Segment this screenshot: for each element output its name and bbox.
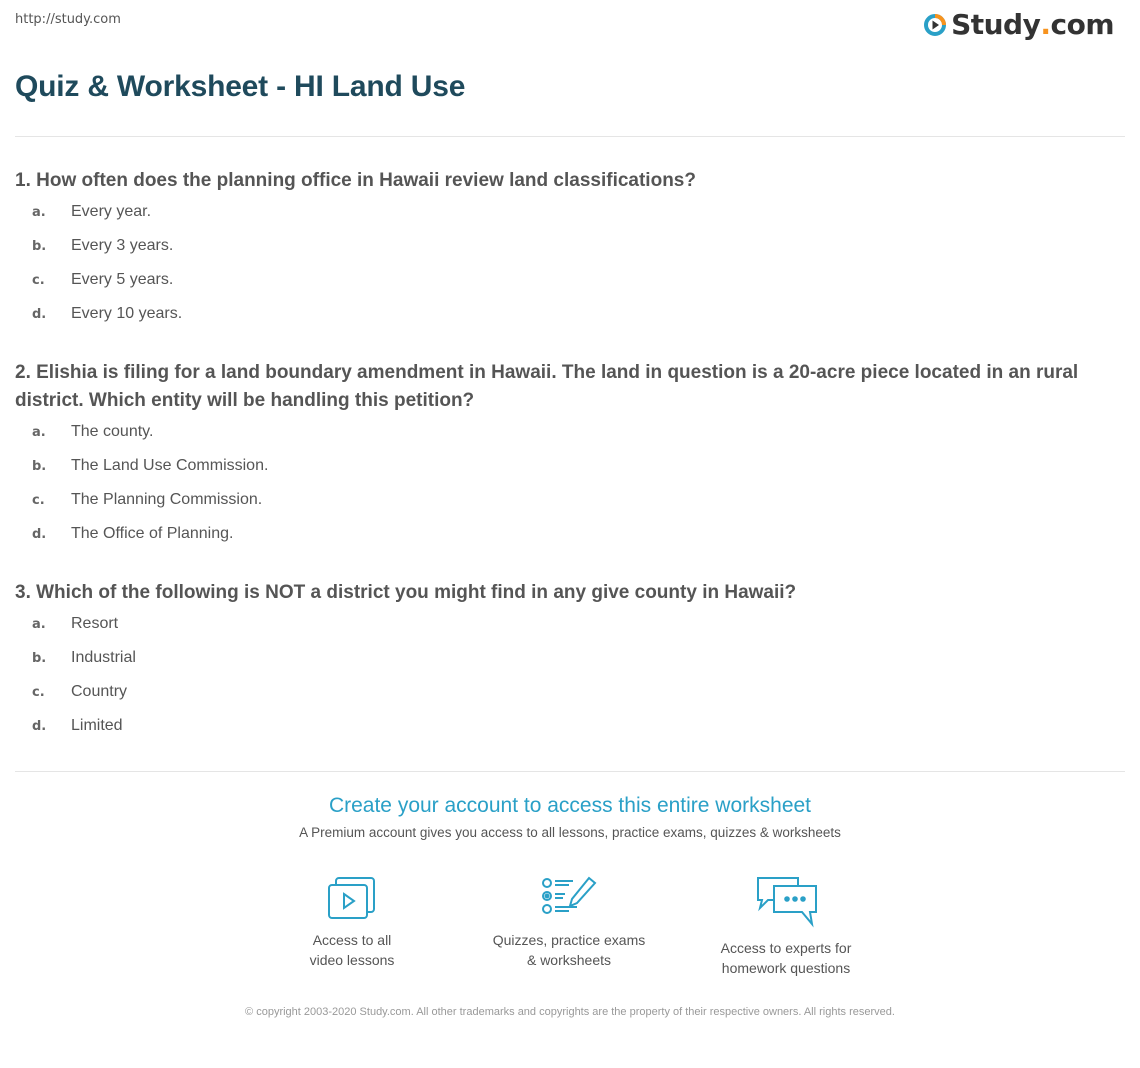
play-logo-icon (923, 13, 947, 37)
feature-line: Access to all (312, 932, 392, 948)
copyright-footer: © copyright 2003-2020 Study.com. All other trademarks and copyrights are the property of their respective owners. All rights reserved. (245, 1006, 895, 1018)
option-text: Every 3 years. (71, 237, 174, 254)
feature-line: Quizzes, practice exams (492, 932, 646, 948)
feature-video-lessons (252, 876, 452, 970)
divider (15, 136, 1125, 137)
option-letter: a. (32, 424, 46, 440)
option (15, 709, 1125, 743)
option (15, 449, 1125, 483)
option-letter: c. (32, 492, 45, 508)
option-text: The Planning Commission. (71, 491, 263, 508)
question-1 (15, 167, 1125, 331)
question-2 (15, 359, 1125, 551)
divider (15, 771, 1125, 772)
page-title: Quiz & Worksheet - HI Land Use (15, 70, 466, 103)
question-text: 3. Which of the following is NOT a district you might find in any give county in Hawaii? (15, 582, 797, 603)
option-text: Every 10 years. (71, 305, 183, 322)
option-text: Industrial (71, 649, 136, 666)
option (15, 483, 1125, 517)
option-text: The Land Use Commission. (71, 457, 269, 474)
option (15, 415, 1125, 449)
feature-line: & worksheets (526, 952, 612, 968)
option-text: Resort (71, 615, 119, 632)
feature-line: Access to experts for (720, 940, 852, 956)
logo-tld: com (1050, 8, 1114, 41)
feature-quizzes (469, 876, 669, 970)
option (15, 607, 1125, 641)
feature-line: video lessons (309, 952, 395, 968)
option-text: The Office of Planning. (71, 525, 234, 542)
feature-experts (686, 876, 886, 978)
option-letter: d. (32, 306, 47, 322)
option-text: The county. (71, 423, 154, 440)
logo-dot: . (1040, 8, 1051, 41)
video-lessons-icon (326, 876, 378, 920)
option-text: Every year. (71, 203, 152, 220)
option-letter: d. (32, 526, 47, 542)
option-text: Every 5 years. (71, 271, 174, 288)
feature-line: homework questions (721, 960, 851, 976)
option-letter: d. (32, 718, 47, 734)
page-url: http://study.com (15, 12, 121, 27)
quiz-checklist-icon (541, 876, 597, 920)
option-letter: b. (32, 458, 47, 474)
option (15, 263, 1125, 297)
option (15, 675, 1125, 709)
option-letter: b. (32, 238, 47, 254)
option-letter: c. (32, 684, 45, 700)
option-letter: a. (32, 616, 46, 632)
option (15, 641, 1125, 675)
question-text: 1. How often does the planning office in Hawaii review land classifications? (15, 170, 696, 191)
question-text: 2. Elishia is filing for a land boundary amendment in Hawaii. The land in question is a 20-acre piece located in an rural district. Which entity will be handling this petition? (15, 362, 1079, 411)
option (15, 195, 1125, 229)
option-letter: c. (32, 272, 45, 288)
option (15, 297, 1125, 331)
option (15, 517, 1125, 551)
question-3 (15, 579, 1125, 743)
study-logo[interactable] (923, 8, 1114, 41)
option-text: Limited (71, 717, 123, 734)
chat-bubbles-icon (754, 876, 818, 928)
option-letter: b. (32, 650, 47, 666)
cta-subtitle: A Premium account gives you access to all lessons, practice exams, quizzes & worksheets (299, 825, 841, 840)
create-account-link[interactable]: Create your account to access this entire worksheet (328, 794, 812, 817)
option-letter: a. (32, 204, 46, 220)
logo-text: Study (951, 8, 1041, 41)
option-text: Country (71, 683, 128, 700)
option (15, 229, 1125, 263)
